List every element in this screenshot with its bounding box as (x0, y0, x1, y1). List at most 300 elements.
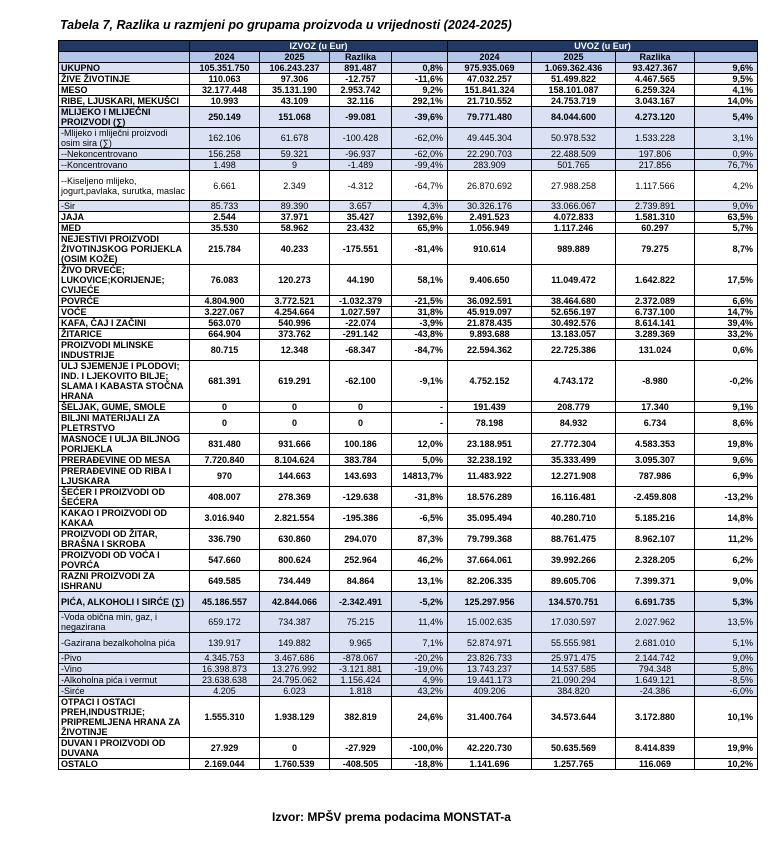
row-label: PIĆA, ALKOHOLI I SIRĆE (∑) (59, 592, 190, 612)
table-cell: 10,1% (695, 697, 758, 738)
table-row (59, 571, 758, 592)
table-cell: 84.044.600 (532, 107, 616, 128)
export-2025-header: 2025 (260, 52, 330, 63)
table-cell: 46,2% (392, 550, 448, 571)
table-cell: 6.691.735 (616, 592, 695, 612)
table-cell: 1.069.362.436 (532, 63, 616, 74)
table-cell: 33,2% (695, 329, 758, 340)
table-cell: 79.799.368 (448, 529, 532, 550)
table-cell: - (392, 402, 448, 413)
table-cell: 1392,6% (392, 212, 448, 223)
table-cell: 547.660 (190, 550, 260, 571)
import-pct-header (695, 52, 758, 63)
table-row (59, 508, 758, 529)
table-cell: 0,8% (392, 63, 448, 74)
table-row (59, 487, 758, 508)
row-label: --Kiseljeno mlijeko, jogurt,pavlaka, surutka, maslac (59, 171, 190, 201)
table-cell: 45.186.557 (190, 592, 260, 612)
table-cell: -11,6% (392, 74, 448, 85)
table-cell: 794.348 (616, 664, 695, 675)
table-cell: 50.978.532 (532, 128, 616, 149)
table-cell: -22.074 (330, 318, 392, 329)
row-label: KAKAO I PROIZVODI OD KAKAA (59, 508, 190, 529)
table-cell: 10.993 (190, 96, 260, 107)
row-label: ŠEĆER I PROIZVODI OD ŠEĆERA (59, 487, 190, 508)
table-row (59, 455, 758, 466)
table-cell: 8,6% (695, 413, 758, 434)
table-cell: 60.297 (616, 223, 695, 234)
table-cell: 5,1% (695, 633, 758, 653)
table-cell: 158.101.087 (532, 85, 616, 96)
table-cell: 39.992.266 (532, 550, 616, 571)
table-cell: -2.459.808 (616, 487, 695, 508)
table-cell: 1.581.310 (616, 212, 695, 223)
table-cell: 2.144.742 (616, 653, 695, 664)
table-cell: 4.072.833 (532, 212, 616, 223)
table-cell: 35.095.494 (448, 508, 532, 529)
table-cell: -12.757 (330, 74, 392, 85)
table-cell: 630.860 (260, 529, 330, 550)
table-cell: 975.935.069 (448, 63, 532, 74)
table-cell: 120.273 (260, 265, 330, 296)
table-cell: 5,7% (695, 223, 758, 234)
table-cell: 6.023 (260, 686, 330, 697)
table-cell: -99,4% (392, 160, 448, 171)
table-cell: 3.043.167 (616, 96, 695, 107)
table-cell: 252.964 (330, 550, 392, 571)
table-cell: 649.585 (190, 571, 260, 592)
row-label: PRERAĐEVINE OD MESA (59, 455, 190, 466)
table-row (59, 212, 758, 223)
table-cell: 76,7% (695, 160, 758, 171)
table-cell: 15.002.635 (448, 612, 532, 633)
table-cell: 50.635.569 (532, 738, 616, 759)
row-label: PROIZVODI OD VOĆA I POVRĆA (59, 550, 190, 571)
table-cell: 4.205 (190, 686, 260, 697)
table-cell: 5,0% (392, 455, 448, 466)
table-cell: 11,2% (695, 529, 758, 550)
table-cell: 9.893.688 (448, 329, 532, 340)
table-row (59, 550, 758, 571)
table-cell: 32.116 (330, 96, 392, 107)
table-row (59, 466, 758, 487)
table-cell: -8.980 (616, 361, 695, 402)
table-cell: -64,7% (392, 171, 448, 201)
table-row (59, 664, 758, 675)
table-cell: 0,6% (695, 340, 758, 361)
table-cell: 215.784 (190, 234, 260, 265)
row-label: ŠELJAK, GUME, SMOLE (59, 402, 190, 413)
table-cell: -3.121.881 (330, 664, 392, 675)
table-cell: 24,6% (392, 697, 448, 738)
row-label: -Sirće (59, 686, 190, 697)
table-cell: -43,8% (392, 329, 448, 340)
table-cell: 21.710.552 (448, 96, 532, 107)
table-cell: -6,0% (695, 686, 758, 697)
table-cell: 51.499.822 (532, 74, 616, 85)
source-note: Izvor: MPŠV prema podacima MONSTAT-a (272, 810, 511, 824)
table-cell: 5,4% (695, 107, 758, 128)
table-cell: 14,8% (695, 508, 758, 529)
table-cell: -175.551 (330, 234, 392, 265)
table-cell: - (392, 413, 448, 434)
table-row (59, 675, 758, 686)
table-row (59, 402, 758, 413)
table-cell: 3.095.307 (616, 455, 695, 466)
table-cell: 11,4% (392, 612, 448, 633)
table-cell: 88.761.475 (532, 529, 616, 550)
table-cell: 0 (260, 738, 330, 759)
table-cell: 25.971.475 (532, 653, 616, 664)
table-cell: 14,0% (695, 96, 758, 107)
table-cell: 970 (190, 466, 260, 487)
table-cell: 27.929 (190, 738, 260, 759)
table-cell: 2.169.044 (190, 759, 260, 770)
table-cell: -0,2% (695, 361, 758, 402)
table-cell: -6,5% (392, 508, 448, 529)
table-cell: 35.530 (190, 223, 260, 234)
table-cell: 9,5% (695, 74, 758, 85)
table-cell: 34.573.644 (532, 697, 616, 738)
table-cell: 116.069 (616, 759, 695, 770)
row-label: MED (59, 223, 190, 234)
table-cell: -195.386 (330, 508, 392, 529)
table-row (59, 171, 758, 201)
table-cell: 35.427 (330, 212, 392, 223)
table-cell: 10,2% (695, 759, 758, 770)
table-cell: 13.276.992 (260, 664, 330, 675)
table-cell: 11.483.922 (448, 466, 532, 487)
table-cell: 6.737.100 (616, 307, 695, 318)
table-cell: -84,7% (392, 340, 448, 361)
table-cell: 27.772.304 (532, 434, 616, 455)
table-cell: 910.614 (448, 234, 532, 265)
table-cell: 26.870.692 (448, 171, 532, 201)
table-cell: 191.439 (448, 402, 532, 413)
table-row (59, 265, 758, 296)
table-row (59, 592, 758, 612)
table-cell: -62,0% (392, 149, 448, 160)
table-row (59, 149, 758, 160)
table-cell: 0 (260, 413, 330, 434)
table-cell: 30.492.576 (532, 318, 616, 329)
table-cell: 1.555.310 (190, 697, 260, 738)
import-group-header: UVOZ (u Eur) (448, 41, 758, 52)
table-cell: 23.638.638 (190, 675, 260, 686)
row-label: -Sir (59, 201, 190, 212)
table-cell: 336.790 (190, 529, 260, 550)
table-cell: 4.345.753 (190, 653, 260, 664)
row-label: PRERAĐEVINE OD RIBA I LJUSKARA (59, 466, 190, 487)
table-cell: 35.131.190 (260, 85, 330, 96)
table-cell: -2.342.491 (330, 592, 392, 612)
table-cell: -100,0% (392, 738, 448, 759)
row-label: -Alkoholna pića i vermut (59, 675, 190, 686)
table-cell: 1.498 (190, 160, 260, 171)
table-cell: -62,0% (392, 128, 448, 149)
table-cell: 4.583.353 (616, 434, 695, 455)
table-cell: 9 (260, 160, 330, 171)
row-label: KAFA, ČAJ I ZAČINI (59, 318, 190, 329)
table-cell: 7.720.840 (190, 455, 260, 466)
table-cell: 19.441.173 (448, 675, 532, 686)
table-cell: 63,5% (695, 212, 758, 223)
header-corner (59, 41, 190, 52)
table-cell: 5,3% (695, 592, 758, 612)
table-row (59, 128, 758, 149)
row-label: PROIZVODI MLINSKE INDUSTRIJE (59, 340, 190, 361)
table-cell: 82.206.335 (448, 571, 532, 592)
table-cell: 3.289.369 (616, 329, 695, 340)
table-cell: 4,3% (392, 201, 448, 212)
table-cell: 1.938.129 (260, 697, 330, 738)
table-cell: 659.172 (190, 612, 260, 633)
table-cell: 931.666 (260, 434, 330, 455)
table-cell: 14.537.585 (532, 664, 616, 675)
table-cell: 22.290.703 (448, 149, 532, 160)
import-diff-header: Razlika (616, 52, 695, 63)
table-cell: -100.428 (330, 128, 392, 149)
table-cell: 9.965 (330, 633, 392, 653)
import-2024-header: 2024 (448, 52, 532, 63)
table-row (59, 107, 758, 128)
row-label: --Nekoncentrovano (59, 149, 190, 160)
row-label: -Mlijeko i mliječni proizvodi osim sira (∑) (59, 128, 190, 149)
table-cell: 42.844.066 (260, 592, 330, 612)
table-cell: -129.638 (330, 487, 392, 508)
table-cell: 1.642.822 (616, 265, 695, 296)
table-cell: 2.681.010 (616, 633, 695, 653)
table-cell: 43,2% (392, 686, 448, 697)
table-cell: 32.238.192 (448, 455, 532, 466)
table-cell: 59.321 (260, 149, 330, 160)
table-cell: 8,7% (695, 234, 758, 265)
table-cell: 2.739.891 (616, 201, 695, 212)
row-label: -Vino (59, 664, 190, 675)
table-row (59, 234, 758, 265)
table-cell: 151.841.324 (448, 85, 532, 96)
table-row (59, 653, 758, 664)
table-cell: 139.917 (190, 633, 260, 653)
table-cell: 39,4% (695, 318, 758, 329)
table-cell: 787.986 (616, 466, 695, 487)
table-row (59, 63, 758, 74)
table-row (59, 201, 758, 212)
table-cell: 52.656.197 (532, 307, 616, 318)
row-label: ŽIVO DRVEĆE; LUKOVICE;KORIJENJE; CVIJEĆE (59, 265, 190, 296)
table-cell: 9,6% (695, 63, 758, 74)
table-cell: 2.328.205 (616, 550, 695, 571)
table-cell: 19,9% (695, 738, 758, 759)
table-cell: 58.962 (260, 223, 330, 234)
table-cell: 989.889 (532, 234, 616, 265)
table-cell: 8.614.141 (616, 318, 695, 329)
table-cell: 8.414.839 (616, 738, 695, 759)
table-cell: 31,8% (392, 307, 448, 318)
row-label: ULJ SJEMENJE I PLODOVI; IND. I LJEKOVITO BILJE; SLAMA I KABASTA STOČNA HRANA (59, 361, 190, 402)
row-label: UKUPNO (59, 63, 190, 74)
table-cell: -20,2% (392, 653, 448, 664)
table-cell: 6,6% (695, 296, 758, 307)
table-cell: 6,9% (695, 466, 758, 487)
table-cell: 1.257.765 (532, 759, 616, 770)
table-cell: 110.063 (190, 74, 260, 85)
table-cell: 93.427.367 (616, 63, 695, 74)
table-row (59, 223, 758, 234)
export-group-header: IZVOZ (u Eur) (190, 41, 448, 52)
table-row (59, 85, 758, 96)
table-cell: 21.090.294 (532, 675, 616, 686)
table-cell: 5.185.216 (616, 508, 695, 529)
table-cell: 23.826.733 (448, 653, 532, 664)
table-cell: -291.142 (330, 329, 392, 340)
table-cell: 384.820 (532, 686, 616, 697)
table-cell: 30.326.176 (448, 201, 532, 212)
table-cell: 197.806 (616, 149, 695, 160)
table-cell: 8.962.107 (616, 529, 695, 550)
table-cell: 31.400.764 (448, 697, 532, 738)
table-cell: 49.445.304 (448, 128, 532, 149)
row-label: OSTALO (59, 759, 190, 770)
table-cell: 1.156.424 (330, 675, 392, 686)
table-cell: 9.406.650 (448, 265, 532, 296)
table-cell: 3.016.940 (190, 508, 260, 529)
table-cell: 17.030.597 (532, 612, 616, 633)
row-label: NEJESTIVI PROIZVODI ŽIVOTINJSKOG PORIJEKLA (OSIM KOŽE) (59, 234, 190, 265)
table-cell: 4,9% (392, 675, 448, 686)
table-row (59, 759, 758, 770)
header-sub-corner (59, 52, 190, 63)
table-cell: 9,2% (392, 85, 448, 96)
table-cell: 4.467.565 (616, 74, 695, 85)
table-cell: 21.878.435 (448, 318, 532, 329)
table-cell: 382.819 (330, 697, 392, 738)
table-cell: 383.784 (330, 455, 392, 466)
table-cell: 563.070 (190, 318, 260, 329)
table-cell: 3.772.521 (260, 296, 330, 307)
table-cell: 664.904 (190, 329, 260, 340)
row-label: MASNOĆE I ULJA BILJNOG PORIJEKLA (59, 434, 190, 455)
table-cell: 9,1% (695, 402, 758, 413)
row-label: RAZNI PROIZVODI ZA ISHRANU (59, 571, 190, 592)
import-2025-header: 2025 (532, 52, 616, 63)
table-cell: 1.056.949 (448, 223, 532, 234)
table-cell: 89.390 (260, 201, 330, 212)
table-cell: 0 (330, 402, 392, 413)
table-cell: 47.032.257 (448, 74, 532, 85)
table-row (59, 434, 758, 455)
table-cell: 106.243.237 (260, 63, 330, 74)
table-cell: 55.555.981 (532, 633, 616, 653)
table-cell: 37.971 (260, 212, 330, 223)
table-cell: 89.605.706 (532, 571, 616, 592)
table-row (59, 160, 758, 171)
table-cell: -4.312 (330, 171, 392, 201)
table-cell: 43.109 (260, 96, 330, 107)
table-cell: -27.929 (330, 738, 392, 759)
table-cell: 2.491.523 (448, 212, 532, 223)
table-cell: 2.544 (190, 212, 260, 223)
table-cell: 78.198 (448, 413, 532, 434)
table-cell: 4.743.172 (532, 361, 616, 402)
table-cell: 0 (190, 402, 260, 413)
table-cell: 6.734 (616, 413, 695, 434)
table-cell: 3.657 (330, 201, 392, 212)
table-cell: 4,1% (695, 85, 758, 96)
table-cell: 292,1% (392, 96, 448, 107)
row-label: BILJNI MATERIJALI ZA PLETRSTVO (59, 413, 190, 434)
table-cell: 6.661 (190, 171, 260, 201)
table-cell: 22.488.509 (532, 149, 616, 160)
table-cell: 0 (330, 413, 392, 434)
row-label: MESO (59, 85, 190, 96)
table-cell: 12,0% (392, 434, 448, 455)
table-cell: 52.874.971 (448, 633, 532, 653)
table-cell: 2.821.554 (260, 508, 330, 529)
table-cell: 4.273.120 (616, 107, 695, 128)
table-cell: 373.762 (260, 329, 330, 340)
table-cell: 1.117.246 (532, 223, 616, 234)
table-cell: -39,6% (392, 107, 448, 128)
table-cell: 1.027.597 (330, 307, 392, 318)
table-cell: 42.220.730 (448, 738, 532, 759)
table-cell: 134.570.751 (532, 592, 616, 612)
table-cell: -1.032.379 (330, 296, 392, 307)
table-cell: 3.467.686 (260, 653, 330, 664)
table-cell: 17,5% (695, 265, 758, 296)
table-cell: 105.351.750 (190, 63, 260, 74)
table-cell: -5,2% (392, 592, 448, 612)
table-cell: 6,2% (695, 550, 758, 571)
table-row (59, 686, 758, 697)
table-cell: -99.081 (330, 107, 392, 128)
table-cell: 278.369 (260, 487, 330, 508)
table-cell: 22.594.362 (448, 340, 532, 361)
header-group-row (59, 41, 758, 52)
table-cell: -18,8% (392, 759, 448, 770)
header-sub-row (59, 52, 758, 63)
table-cell: 85.733 (190, 201, 260, 212)
table-cell: 14813,7% (392, 466, 448, 487)
table-cell: 294.070 (330, 529, 392, 550)
table-cell: 79.771.480 (448, 107, 532, 128)
table-row (59, 296, 758, 307)
table-cell: -13,2% (695, 487, 758, 508)
table-cell: 13.183.057 (532, 329, 616, 340)
row-label: RIBE, LJUSKARI, MEKUŠCI (59, 96, 190, 107)
row-label: MLIJEKO I MLIJEČNI PROIZVODI (∑) (59, 107, 190, 128)
table-cell: 61.678 (260, 128, 330, 149)
table-cell: 2.372.089 (616, 296, 695, 307)
table-cell: 12.348 (260, 340, 330, 361)
table-cell: 1.117.566 (616, 171, 695, 201)
table-cell: 79.275 (616, 234, 695, 265)
table-cell: 501.765 (532, 160, 616, 171)
table-row (59, 307, 758, 318)
table-cell: -1.489 (330, 160, 392, 171)
table-cell: -3,9% (392, 318, 448, 329)
table-cell: 0,9% (695, 149, 758, 160)
table-cell: 1.818 (330, 686, 392, 697)
table-cell: 24.753.719 (532, 96, 616, 107)
table-cell: 408.007 (190, 487, 260, 508)
table-title: Tabela 7, Razlika u razmjeni po grupama proizvoda u vrijednosti (2024-2025) (60, 18, 512, 32)
export-diff-header: Razlika (330, 52, 392, 63)
table-cell: 4.804.900 (190, 296, 260, 307)
table-row (59, 361, 758, 402)
table-cell: -9,1% (392, 361, 448, 402)
table-cell: 8.104.624 (260, 455, 330, 466)
